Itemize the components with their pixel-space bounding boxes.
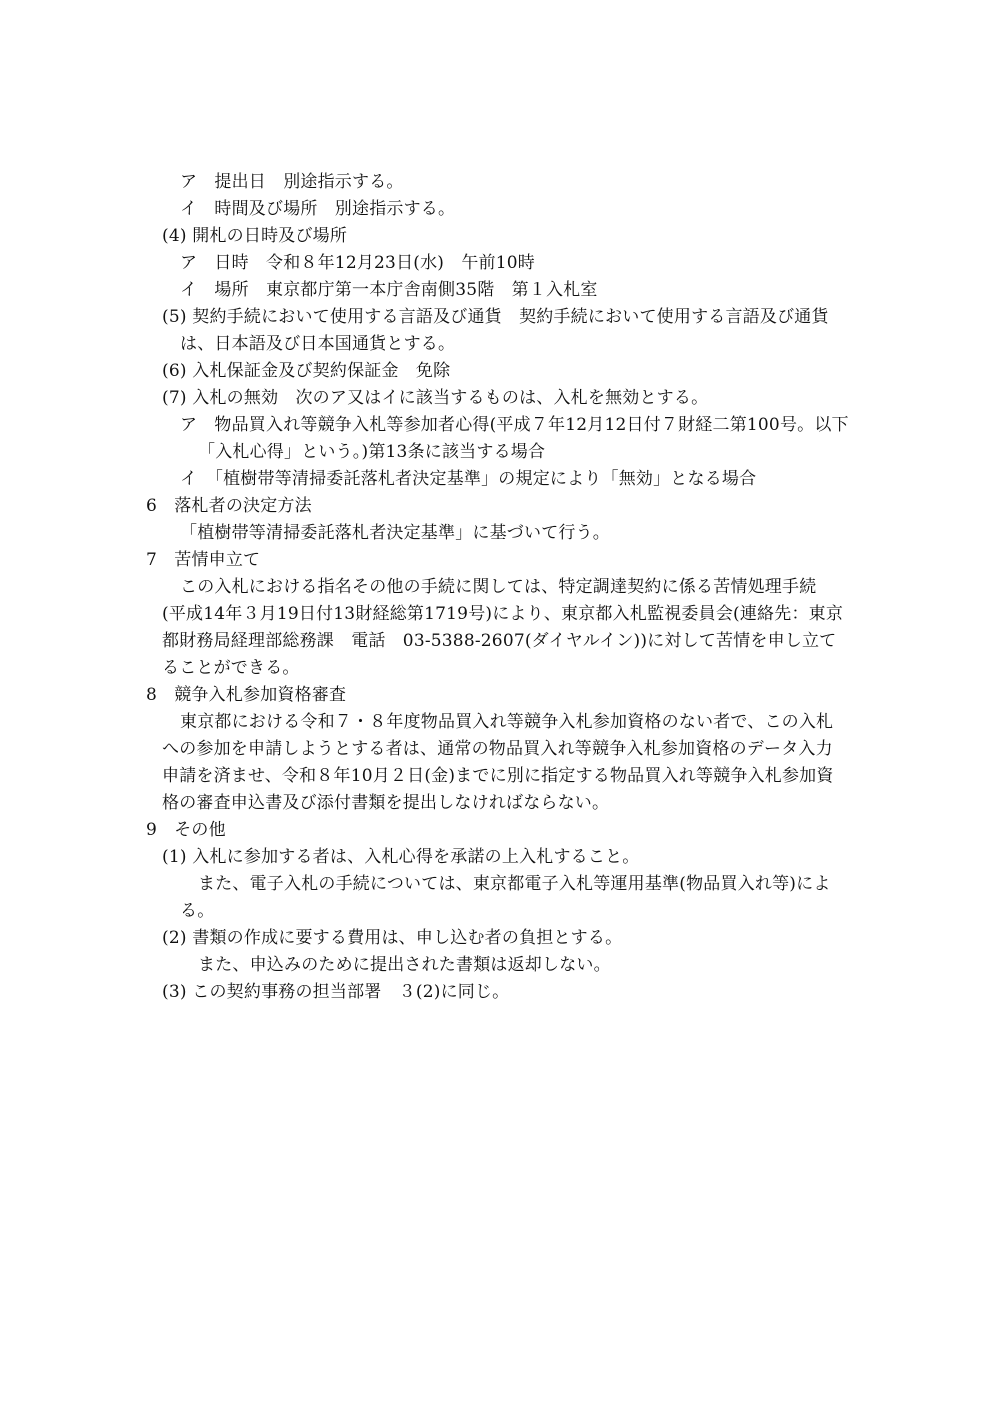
item-invalid-b: イ 「植樹帯等清掃委託落札者決定基準」の規定により「無効」となる場合 [180,469,757,489]
item-opening-place: イ 場所 東京都庁第一本庁舎南側35階 第１入札室 [180,280,598,300]
heading-7-body-4: ることができる。 [162,658,300,678]
other-1-body: また、電子入札の手続については、東京都電子入札等運用基準(物品買入れ等)によ [198,874,831,894]
other-2-heading: (2) 書類の作成に要する費用は、申し込む者の負担とする。 [162,928,623,948]
section-6-heading: (6) 入札保証金及び契約保証金 免除 [162,361,451,381]
heading-8-body-3: 申請を済ませ、令和８年10月２日(金)までに別に指定する物品買入れ等競争入札参加資 [162,766,834,786]
heading-7: 7 苦情申立て [146,550,261,570]
heading-8: 8 競争入札参加資格審査 [146,685,347,705]
heading-7-body-3: 都財務局経理部総務課 電話 03-5388-2607(ダイヤルイン))に対して苦情を申し立て [162,631,837,651]
other-1-heading: (1) 入札に参加する者は、入札心得を承諾の上入札すること。 [162,847,640,867]
heading-7-body-2: (平成14年３月19日付13財経総第1719号)により、東京都入札監視委員会(連絡先：東京 [162,604,844,624]
section-5-heading: (5) 契約手続において使用する言語及び通貨 契約手続において使用する言語及び通貨 [162,307,829,327]
heading-8-body-1: 東京都における令和７・８年度物品買入れ等競争入札参加資格のない者で、この入札 [180,712,834,732]
heading-6-body: 「植樹帯等清掃委託落札者決定基準」に基づいて行う。 [180,523,610,543]
item-submission-date: ア 提出日 別途指示する。 [180,172,404,192]
heading-8-body-4: 格の審査申込書及び添付書類を提出しなければならない。 [162,793,610,813]
section-7-heading: (7) 入札の無効 次のア又はイに該当するものは、入札を無効とする。 [162,388,709,408]
heading-7-body-1: この入札における指名その他の手続に関しては、特定調達契約に係る苦情処理手続 [180,577,817,597]
item-opening-datetime: ア 日時 令和８年12月23日(水) 午前10時 [180,253,535,273]
other-1-continuation: る。 [180,901,215,921]
section-4-heading: (4) 開札の日時及び場所 [162,226,348,246]
item-invalid-a-continuation: 「入札心得」という。)第13条に該当する場合 [198,442,546,462]
item-time-and-place: イ 時間及び場所 別途指示する。 [180,199,456,219]
heading-9: 9 その他 [146,820,226,840]
section-5-continuation: は、日本語及び日本国通貨とする。 [180,334,456,354]
heading-8-body-2: への参加を申請しようとする者は、通常の物品買入れ等競争入札参加資格のデータ入力 [162,739,833,759]
other-2-body: また、申込みのために提出された書類は返却しない。 [198,955,611,975]
heading-6: 6 落札者の決定方法 [146,496,312,516]
item-invalid-a: ア 物品買入れ等競争入札等参加者心得(平成７年12月12日付７財経二第100号。以下 [180,415,849,435]
other-3-heading: (3) この契約事務の担当部署 ３(2)に同じ。 [162,982,510,1002]
